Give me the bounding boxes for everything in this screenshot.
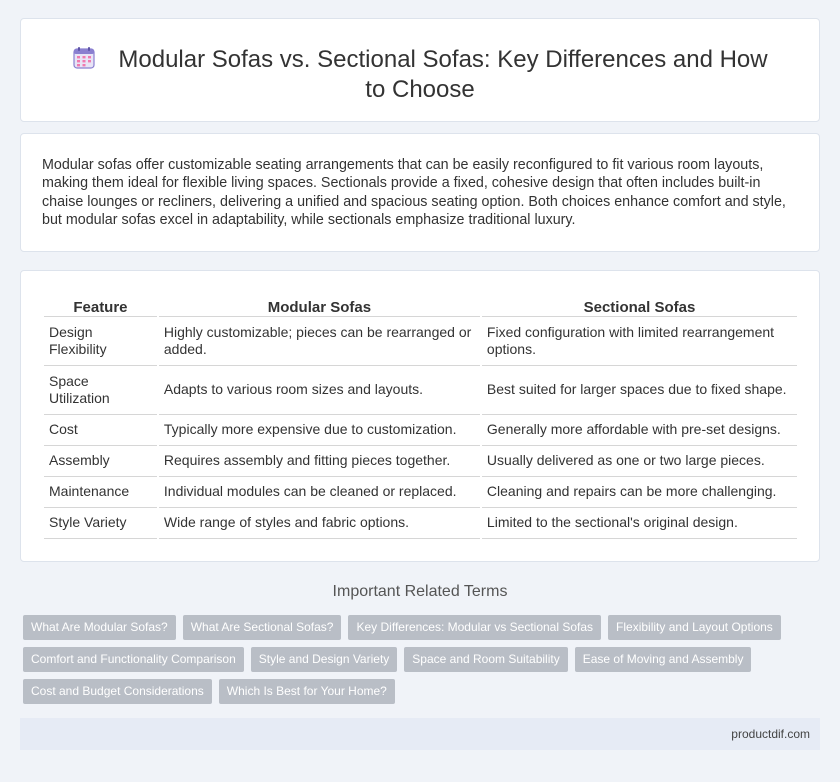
modular-cell: Individual modules can be cleaned or replaced. bbox=[159, 477, 480, 508]
feature-cell: Design Flexibility bbox=[44, 317, 157, 366]
header-sectional: Sectional Sofas bbox=[482, 296, 797, 317]
intro-card bbox=[20, 133, 820, 252]
feature-cell: Space Utilization bbox=[44, 366, 157, 415]
comparison-table bbox=[42, 296, 799, 539]
tag-space-room[interactable]: Space and Room Suitability bbox=[404, 647, 567, 672]
sectional-cell: Generally more affordable with pre-set designs. bbox=[482, 415, 797, 446]
comparison-card bbox=[20, 270, 820, 562]
sectional-cell: Usually delivered as one or two large pieces. bbox=[482, 446, 797, 477]
header-feature: Feature bbox=[44, 296, 157, 317]
calendar-icon bbox=[72, 46, 96, 70]
tag-which-is-best[interactable]: Which Is Best for Your Home? bbox=[219, 679, 395, 704]
feature-cell: Maintenance bbox=[44, 477, 157, 508]
table-row bbox=[44, 446, 797, 477]
sectional-cell: Fixed configuration with limited rearrangement options. bbox=[482, 317, 797, 366]
sectional-cell: Best suited for larger spaces due to fixed shape. bbox=[482, 366, 797, 415]
tag-what-are-modular-sofas[interactable]: What Are Modular Sofas? bbox=[23, 615, 176, 640]
sectional-cell: Limited to the sectional's original design. bbox=[482, 508, 797, 539]
tag-comfort-functionality[interactable]: Comfort and Functionality Comparison bbox=[23, 647, 244, 672]
table-row bbox=[44, 366, 797, 415]
feature-cell: Cost bbox=[44, 415, 157, 446]
table-row bbox=[44, 508, 797, 539]
header-modular: Modular Sofas bbox=[159, 296, 480, 317]
table-row bbox=[44, 317, 797, 366]
related-terms-tags bbox=[23, 615, 813, 711]
modular-cell: Typically more expensive due to customization. bbox=[159, 415, 480, 446]
feature-cell: Assembly bbox=[44, 446, 157, 477]
related-terms-heading: Important Related Terms bbox=[332, 583, 508, 600]
page-title: Modular Sofas vs. Sectional Sofas: Key Differences and How to Choose bbox=[118, 46, 768, 103]
tag-cost-budget[interactable]: Cost and Budget Considerations bbox=[23, 679, 212, 704]
tag-row bbox=[23, 679, 813, 711]
modular-cell: Adapts to various room sizes and layouts. bbox=[159, 366, 480, 415]
table-row bbox=[44, 415, 797, 446]
footer bbox=[20, 718, 820, 750]
tag-key-differences[interactable]: Key Differences: Modular vs Sectional Sofas bbox=[348, 615, 601, 640]
modular-cell: Wide range of styles and fabric options. bbox=[159, 508, 480, 539]
tag-moving-assembly[interactable]: Ease of Moving and Assembly bbox=[575, 647, 752, 672]
footer-site-link[interactable]: productdif.com bbox=[731, 727, 810, 741]
tag-flexibility-layout[interactable]: Flexibility and Layout Options bbox=[608, 615, 781, 640]
modular-cell: Highly customizable; pieces can be rearranged or added. bbox=[159, 317, 480, 366]
title-card bbox=[20, 18, 820, 122]
sectional-cell: Cleaning and repairs can be more challenging. bbox=[482, 477, 797, 508]
intro-paragraph: Modular sofas offer customizable seating arrangements that can be easily reconfigured to fit various room layouts, making them ideal for flexible living spaces. Sectionals provide a fixed, cohesive design that often includes built-in chaise lounges or recliners, delivering a unified and spacious seating option. Both choices enhance comfort and style, but modular sofas excel in adaptability, while sectionals emphasize traditional luxury. bbox=[42, 157, 786, 228]
page-title-wrap bbox=[61, 45, 779, 105]
tag-row bbox=[23, 615, 813, 647]
table-row bbox=[44, 477, 797, 508]
tag-style-design[interactable]: Style and Design Variety bbox=[251, 647, 398, 672]
modular-cell: Requires assembly and fitting pieces together. bbox=[159, 446, 480, 477]
tag-row bbox=[23, 647, 813, 679]
tag-what-are-sectional-sofas[interactable]: What Are Sectional Sofas? bbox=[183, 615, 342, 640]
feature-cell: Style Variety bbox=[44, 508, 157, 539]
